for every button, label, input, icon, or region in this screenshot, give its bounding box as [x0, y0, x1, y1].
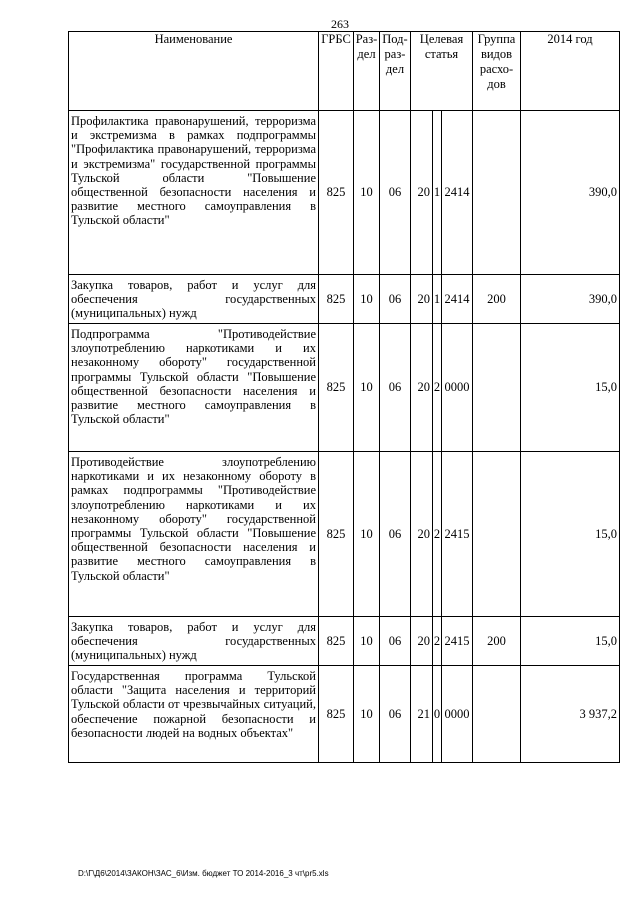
- row-cs-subprogram: 1: [433, 111, 442, 275]
- header-razdel: Раз- дел: [354, 32, 380, 111]
- row-vid: [473, 452, 521, 617]
- row-vid: [473, 666, 521, 763]
- row-name: Профилактика правонарушений, терроризма и экстремизма в рамках подпрограммы "Профилактика правонарушений, терроризма и экстремизма" государственной программы Тульской области "Повышение общественной безопасности населения и развитие местного самоуправления в Тульской области": [69, 111, 319, 275]
- row-sum: 15,0: [521, 324, 620, 452]
- header-name: Наименование: [69, 32, 319, 111]
- header-grbs: ГРБС: [319, 32, 354, 111]
- row-podrazdel: 06: [380, 324, 411, 452]
- row-sum: 15,0: [521, 452, 620, 617]
- row-vid: 200: [473, 617, 521, 666]
- row-cs-subprogram: 2: [433, 617, 442, 666]
- file-path-footer: D:\Г\Д6\2014\ЗАКОН\ЗАС_6\Изм. бюджет ТО 2014-2016_3 чт\pr5.xls: [78, 869, 329, 878]
- row-podrazdel: 06: [380, 666, 411, 763]
- row-vid: 200: [473, 275, 521, 324]
- row-grbs: 825: [319, 324, 354, 452]
- budget-table: [68, 31, 620, 763]
- row-cs-program: 20: [411, 111, 433, 275]
- row-grbs: 825: [319, 452, 354, 617]
- row-vid: [473, 324, 521, 452]
- row-podrazdel: 06: [380, 111, 411, 275]
- row-sum: 15,0: [521, 617, 620, 666]
- row-cs-code: 0000: [442, 666, 473, 763]
- header-podrazdel: Под- раз- дел: [380, 32, 411, 111]
- row-cs-program: 20: [411, 617, 433, 666]
- row-cs-program: 20: [411, 275, 433, 324]
- row-grbs: 825: [319, 617, 354, 666]
- row-cs-code: 0000: [442, 324, 473, 452]
- row-razdel: 10: [354, 324, 380, 452]
- table-row: [69, 666, 620, 763]
- row-razdel: 10: [354, 666, 380, 763]
- row-cs-program: 20: [411, 324, 433, 452]
- row-podrazdel: 06: [380, 617, 411, 666]
- row-cs-code: 2415: [442, 617, 473, 666]
- row-podrazdel: 06: [380, 275, 411, 324]
- row-podrazdel: 06: [380, 452, 411, 617]
- row-sum: 390,0: [521, 111, 620, 275]
- row-grbs: 825: [319, 275, 354, 324]
- row-cs-code: 2414: [442, 111, 473, 275]
- header-celevaya-statya: Целевая статья: [411, 32, 473, 111]
- row-cs-subprogram: 1: [433, 275, 442, 324]
- header-year: 2014 год: [521, 32, 620, 111]
- table-header-row: [69, 32, 620, 111]
- row-razdel: 10: [354, 111, 380, 275]
- row-sum: 390,0: [521, 275, 620, 324]
- row-cs-code: 2415: [442, 452, 473, 617]
- row-razdel: 10: [354, 452, 380, 617]
- row-cs-subprogram: 2: [433, 324, 442, 452]
- row-name: Закупка товаров, работ и услуг для обеспечения государственных (муниципальных) нужд: [69, 617, 319, 666]
- row-cs-program: 20: [411, 452, 433, 617]
- table-row: [69, 324, 620, 452]
- row-grbs: 825: [319, 111, 354, 275]
- row-vid: [473, 111, 521, 275]
- row-name: Закупка товаров, работ и услуг для обеспечения государственных (муниципальных) нужд: [69, 275, 319, 324]
- row-sum: 3 937,2: [521, 666, 620, 763]
- table-row: [69, 452, 620, 617]
- table-row: [69, 617, 620, 666]
- row-name: Подпрограмма "Противодействие злоупотреблению наркотиками и их незаконному обороту" государственной программы Тульской области "Повышение общественной безопасности населения и развитие местного самоуправления в Тульской области": [69, 324, 319, 452]
- table-row: [69, 111, 620, 275]
- row-name: Государственная программа Тульской области "Защита населения и территорий Тульской области от чрезвычайных ситуаций, обеспечение пожарной безопасности и безопасности людей на водных объектах": [69, 666, 319, 763]
- table-row: [69, 275, 620, 324]
- row-grbs: 825: [319, 666, 354, 763]
- header-gruppa-vidov: Группа видов расхо- дов: [473, 32, 521, 111]
- row-cs-code: 2414: [442, 275, 473, 324]
- row-cs-subprogram: 2: [433, 452, 442, 617]
- row-razdel: 10: [354, 275, 380, 324]
- page-number: 263: [331, 17, 349, 31]
- row-razdel: 10: [354, 617, 380, 666]
- row-cs-subprogram: 0: [433, 666, 442, 763]
- row-cs-program: 21: [411, 666, 433, 763]
- row-name: Противодействие злоупотреблению наркотиками и их незаконному обороту в рамках подпрограммы "Противодействие злоупотреблению наркотиками и их незаконному обороту" государственной программы Тульской области "Повышение общественной безопасности населения и развитие местного самоуправления в Тульской области": [69, 452, 319, 617]
